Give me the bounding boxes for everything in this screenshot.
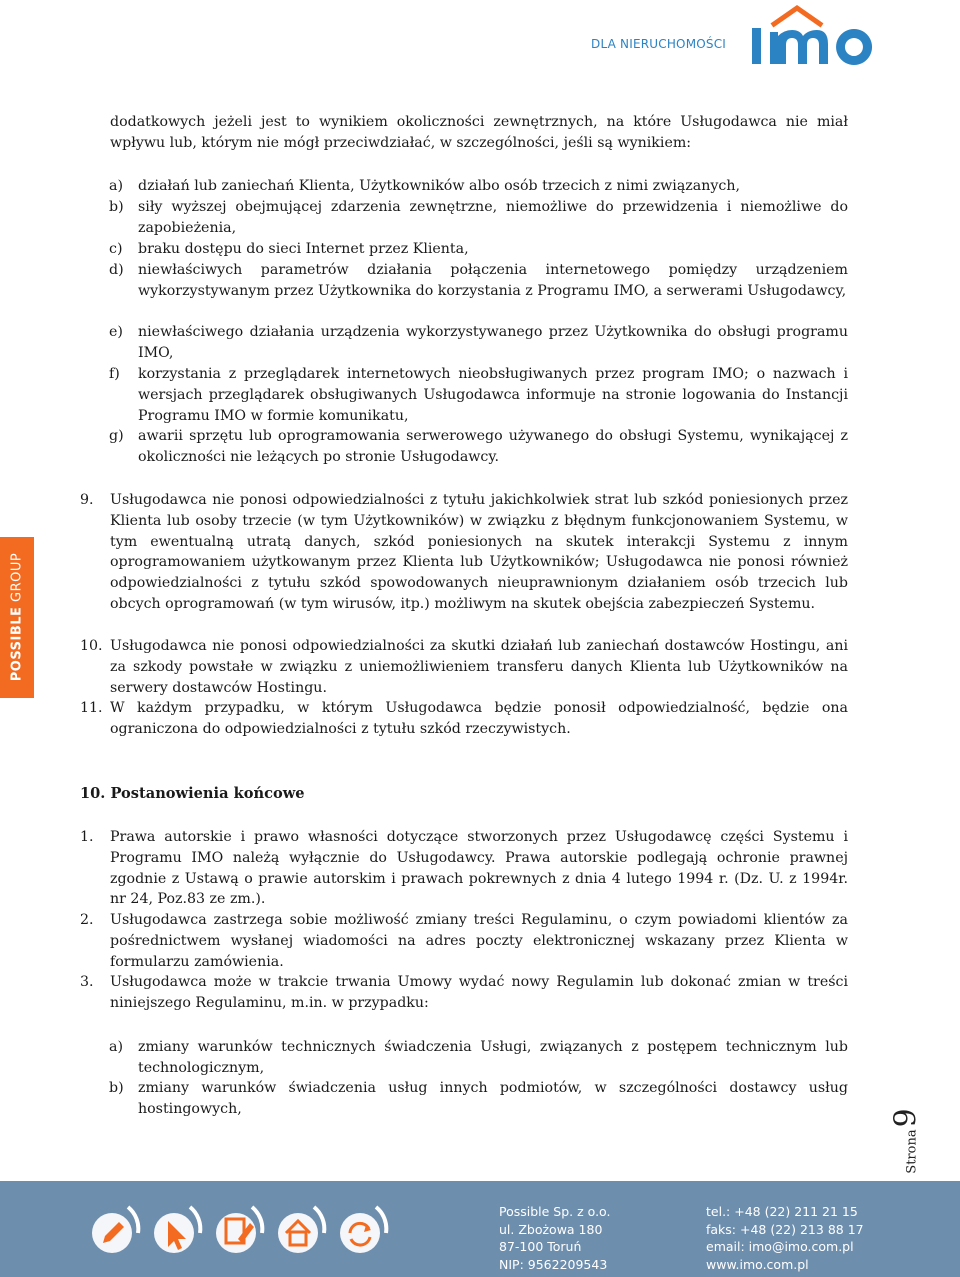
side-brand-text: [10, 553, 25, 681]
pencil-icon: [92, 1207, 138, 1253]
cursor-click-icon: [154, 1207, 200, 1253]
side-brand-bold: POSSIBLE: [9, 606, 25, 682]
footer-contact: [706, 1203, 864, 1273]
imo-logo: [744, 4, 884, 74]
list-item: g) awarii sprzętu lub oprogramowania serwerowego używanego do obsługi Systemu, wynikającej z okoliczności nie leżących po stronie Usługodawcy.: [109, 428, 848, 465]
house-roof-logo-icon: [774, 8, 820, 24]
contact-fax: faks: +48 (22) 213 88 17: [706, 1221, 864, 1237]
numbered-point: 2. Usługodawca zastrzega sobie możliwość zmiany treści Regulaminu, o czym powiadomi klientów za pośrednictwem wysłanej wiadomości na adres poczty elektronicznej wskazany przez Klienta w formularzu zamówienia.: [80, 912, 848, 970]
list-item: b) siły wyższej obejmującej zdarzenia zewnętrzne, niemożliwe do przewidzenia i niemożliwe do zapobieżenia,: [109, 199, 848, 236]
side-brand-strip: [0, 537, 34, 698]
contact-website[interactable]: www.imo.com.pl: [706, 1256, 809, 1272]
footer: [0, 1181, 960, 1277]
company-name: Possible Sp. z o.o.: [499, 1204, 611, 1219]
page-number: [886, 1102, 926, 1180]
numbered-point: 10. Usługodawca nie ponosi odpowiedzialności za skutki działań lub zaniechań dostawców Hostingu, ani za szkody powstałe w związku z uniemożliwieniem transferu danych Klienta lub Użytkowników na serwery dostawców Hostingu.: [80, 638, 848, 696]
list-item: c) braku dostępu do sieci Internet przez Klienta,: [109, 241, 469, 257]
logo-wordmark: [752, 28, 872, 65]
section-heading: 10. Postanowienia końcowe: [80, 785, 305, 802]
list-item: f) korzystania z przeglądarek internetowych nieobsługiwanych przez program IMO; o nazwach i wersjach przeglądarek obsługiwanych Usługodawca informuje na stronie logowania do Instancji Programu IMO w formie komunikatu,: [109, 366, 848, 424]
intro-paragraph: dodatkowych jeżeli jest to wynikiem okoliczności zewnętrznych, na które Usługodawca nie miał wpływu lub, którym nie mógł przeciwdziałać, w szczególności, jeśli są wynikiem:: [110, 114, 848, 151]
list-item: b) zmiany warunków świadczenia usług innych podmiotów, w szczególności dostawcy usług hostingowych,: [109, 1080, 848, 1117]
numbered-point: 11. W każdym przypadku, w którym Usługodawca będzie ponosił odpowiedzialność, będzie ona ograniczona do odpowiedzialności z tytułu szkód rzeczywistych.: [80, 700, 848, 737]
footer-company: [499, 1203, 610, 1273]
footer-icons: [88, 1195, 408, 1265]
numbered-point: 9. Usługodawca nie ponosi odpowiedzialności z tytułu jakichkolwiek strat lub szkód poniesionych przez Klienta lub osoby trzecie (w tym Użytkowników) w związku z błędnym funkcjonowaniem Systemu, w tym ewentualną utratą danych, szkód poniesionych na skutek interakcji Systemu z innym oprogramowaniem użytkowanym przez Klienta lub Użytkowników; Usługodawca nie ponosi również odpowiedzialności z tytułu szkód spowodowanych nieuprawnionym działaniem osób trzecich lub obcych oprogramowań (w tym wirusów, itp.) możliwym na skutek obejścia zabezpieczeń Systemu.: [80, 492, 848, 612]
list-item: d) niewłaściwych parametrów działania połączenia internetowego pomiędzy urządzeniem wykorzystywanym przez Użytkownika do korzystania z Programu IMO, a serwerami Usługodawcy,: [109, 262, 848, 299]
list-item: e) niewłaściwego działania urządzenia wykorzystywanego przez Użytkownika do obsługi programu IMO,: [109, 324, 848, 361]
company-city: 87-100 Toruń: [499, 1239, 582, 1254]
document-edit-icon: [216, 1207, 262, 1253]
page-digit: 9: [888, 1108, 924, 1128]
contact-phone: tel.: +48 (22) 211 21 15: [706, 1204, 858, 1219]
list-item: a) działań lub zaniechań Klienta, Użytkowników albo osób trzecich z nimi związanych,: [109, 178, 740, 194]
contact-email[interactable]: email: imo@imo.com.pl: [706, 1239, 854, 1254]
numbered-point: 3. Usługodawca może w trakcie trwania Umowy wydać nowy Regulamin lub dokonać zmian w treści niniejszego Regulaminu, m.in. w przypadku:: [80, 974, 848, 1011]
side-brand-thin: GROUP: [9, 552, 25, 607]
company-street: ul. Zbożowa 180: [499, 1221, 603, 1237]
house-icon: [278, 1207, 324, 1253]
list-item: a) zmiany warunków technicznych świadczenia Usługi, związanych z postępem technicznym lub technologicznym,: [109, 1039, 848, 1076]
page-word: Strona: [904, 1129, 920, 1174]
company-nip: NIP: 9562209543: [499, 1256, 608, 1272]
recycle-icon: [340, 1207, 386, 1253]
numbered-point: 1. Prawa autorskie i prawo własności dotyczące stworzonych przez Usługodawcę części Systemu i Programu IMO należą wyłącznie do Usługodawcy. Prawa autorskie podlegają ochronie prawnej zgodnie z Ustawą o prawie autorskim i prawach pokrewnych z dnia 4 lutego 1994 r. (Dz. U. z 1994r. nr 24, Poz.83 ze zm.).: [80, 829, 848, 908]
header-tagline: DLA NIERUCHOMOŚCI: [591, 37, 727, 51]
